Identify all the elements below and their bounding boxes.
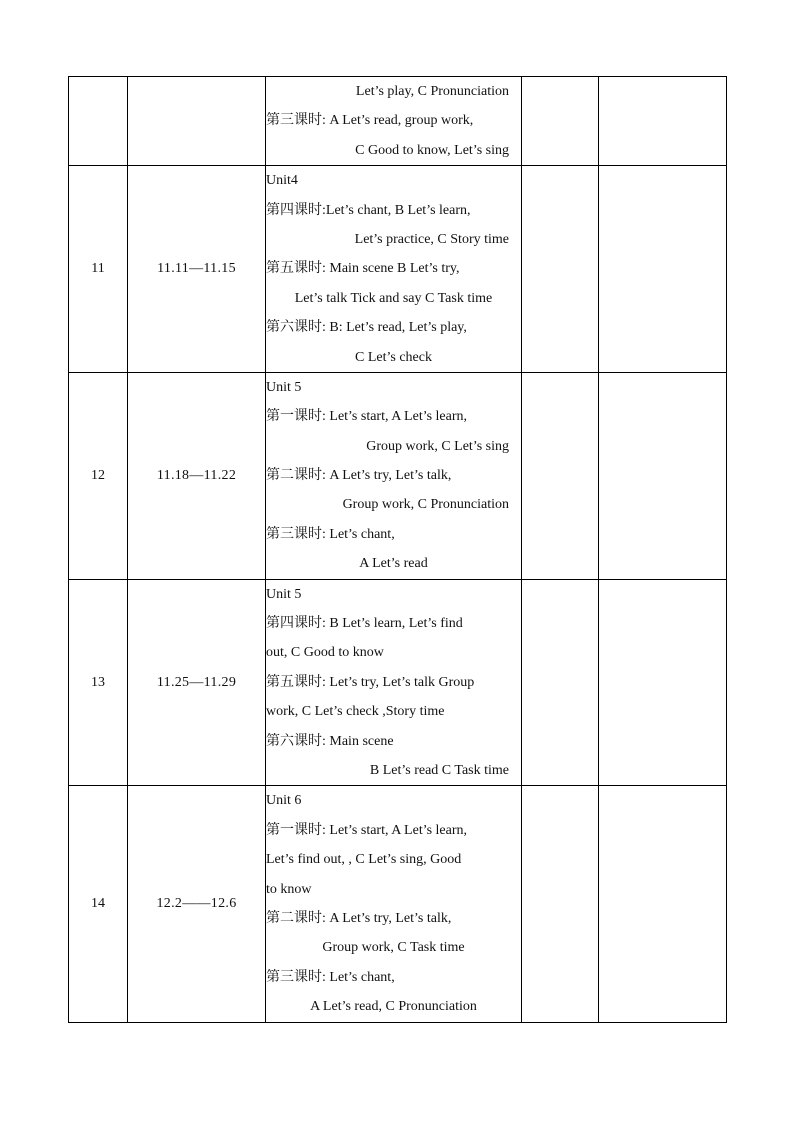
lesson-line-text: Let’s talk Tick and say C Task time bbox=[294, 290, 493, 306]
table-row bbox=[69, 786, 727, 1022]
lesson-line-text: :Let’s chant, B Let’s learn, bbox=[322, 202, 471, 218]
empty-remarks-cell bbox=[599, 166, 727, 373]
lesson-line bbox=[266, 638, 521, 667]
date-range-cell: 11.11—11.15 bbox=[128, 166, 266, 373]
lesson-content-cell bbox=[266, 77, 522, 166]
table-row bbox=[69, 372, 727, 579]
lesson-line-text: : Main scene bbox=[322, 733, 394, 749]
lesson-line bbox=[266, 432, 521, 461]
lesson-line bbox=[266, 196, 521, 225]
lesson-line bbox=[266, 520, 521, 549]
lesson-line-text: to know bbox=[266, 881, 312, 897]
table-row bbox=[69, 579, 727, 786]
lesson-line bbox=[266, 609, 521, 638]
lesson-line-text: : Main scene B Let’s try, bbox=[322, 261, 460, 277]
lesson-period-label: 第六课时 bbox=[266, 319, 322, 336]
empty-remarks-cell bbox=[599, 579, 727, 786]
lesson-period-label: 第四课时 bbox=[266, 201, 322, 218]
lesson-line bbox=[266, 756, 521, 785]
lesson-line-text: : Let’s chant, bbox=[322, 526, 395, 542]
lesson-line-text: C Let’s check bbox=[355, 349, 432, 365]
lesson-line-text: Let’s find out, , C Let’s sing, Good bbox=[266, 852, 462, 868]
schedule-table-body bbox=[69, 77, 727, 1023]
date-range-cell bbox=[128, 77, 266, 166]
lesson-line-text: : Let’s start, A Let’s learn, bbox=[322, 409, 468, 425]
lesson-line bbox=[266, 963, 521, 992]
lesson-period-label: 第五课时 bbox=[266, 673, 322, 690]
lesson-period-label: 第六课时 bbox=[266, 732, 322, 749]
lesson-line-text: B Let’s read C Task time bbox=[369, 762, 509, 778]
date-range-cell: 11.25—11.29 bbox=[128, 579, 266, 786]
empty-remarks-cell bbox=[599, 77, 727, 166]
lesson-line-text: Unit 5 bbox=[266, 586, 302, 602]
empty-notes-cell bbox=[522, 579, 599, 786]
lesson-period-label: 第四课时 bbox=[266, 615, 322, 632]
lesson-line bbox=[266, 225, 521, 254]
lesson-line-text: Group work, C Pronunciation bbox=[342, 497, 509, 513]
lesson-line bbox=[266, 786, 521, 815]
lesson-line-text: : Let’s chant, bbox=[322, 969, 395, 985]
lesson-line bbox=[266, 402, 521, 431]
lesson-line-text: work, C Let’s check ,Story time bbox=[266, 704, 445, 720]
table-row bbox=[69, 77, 727, 166]
date-range-cell: 12.2——12.6 bbox=[128, 786, 266, 1022]
lesson-line bbox=[266, 284, 521, 313]
lesson-line-text: Group work, C Let’s sing bbox=[366, 438, 509, 454]
lesson-line-text: Group work, C Task time bbox=[322, 940, 465, 956]
week-number-cell bbox=[69, 77, 128, 166]
lesson-line bbox=[266, 254, 521, 283]
lesson-line bbox=[266, 668, 521, 697]
lesson-period-label: 第一课时 bbox=[266, 821, 322, 838]
lesson-line bbox=[266, 166, 521, 195]
lesson-line-text: : B Let’s learn, Let’s find bbox=[322, 616, 463, 632]
teaching-schedule-table bbox=[68, 76, 727, 1023]
week-number-cell: 14 bbox=[69, 786, 128, 1022]
lesson-line bbox=[266, 373, 521, 402]
lesson-line bbox=[266, 697, 521, 726]
lesson-line bbox=[266, 580, 521, 609]
lesson-line-text: Unit 5 bbox=[266, 379, 302, 395]
lesson-line bbox=[266, 461, 521, 490]
empty-notes-cell bbox=[522, 166, 599, 373]
lesson-period-label: 第三课时 bbox=[266, 525, 322, 542]
week-number-cell: 13 bbox=[69, 579, 128, 786]
lesson-period-label: 第一课时 bbox=[266, 408, 322, 425]
lesson-period-label: 第二课时 bbox=[266, 909, 322, 926]
lesson-line-text: A Let’s read bbox=[359, 556, 428, 572]
lesson-line bbox=[266, 490, 521, 519]
date-range-cell: 11.18—11.22 bbox=[128, 372, 266, 579]
lesson-line-text: Let’s practice, C Story time bbox=[354, 231, 509, 247]
lesson-line-text: Unit 6 bbox=[266, 793, 302, 809]
table-row bbox=[69, 166, 727, 373]
lesson-line-text: : Let’s start, A Let’s learn, bbox=[322, 822, 468, 838]
lesson-line bbox=[266, 549, 521, 578]
lesson-content-cell bbox=[266, 372, 522, 579]
lesson-line-text: : A Let’s try, Let’s talk, bbox=[322, 910, 452, 926]
lesson-line bbox=[266, 816, 521, 845]
lesson-period-label: 第五课时 bbox=[266, 260, 322, 277]
week-number-cell: 11 bbox=[69, 166, 128, 373]
lesson-line bbox=[266, 106, 521, 135]
empty-remarks-cell bbox=[599, 372, 727, 579]
empty-notes-cell bbox=[522, 372, 599, 579]
lesson-period-label: 第三课时 bbox=[266, 968, 322, 985]
lesson-period-label: 第三课时 bbox=[266, 112, 322, 129]
lesson-line-text: A Let’s read, C Pronunciation bbox=[310, 999, 477, 1015]
lesson-line bbox=[266, 904, 521, 933]
lesson-line bbox=[266, 845, 521, 874]
lesson-line-text: Unit4 bbox=[266, 173, 298, 189]
lesson-content-cell bbox=[266, 166, 522, 373]
lesson-content-cell bbox=[266, 786, 522, 1022]
lesson-line-text: Let’s play, C Pronunciation bbox=[355, 84, 509, 99]
lesson-line-text: : A Let’s try, Let’s talk, bbox=[322, 468, 452, 484]
lesson-line bbox=[266, 992, 521, 1021]
empty-notes-cell bbox=[522, 77, 599, 166]
lesson-line-text: C Good to know, Let’s sing bbox=[355, 142, 509, 158]
empty-remarks-cell bbox=[599, 786, 727, 1022]
lesson-line-text: : Let’s try, Let’s talk Group bbox=[322, 674, 475, 690]
lesson-line bbox=[266, 875, 521, 904]
lesson-line bbox=[266, 313, 521, 342]
lesson-line bbox=[266, 343, 521, 372]
lesson-line bbox=[266, 77, 521, 106]
week-number-cell: 12 bbox=[69, 372, 128, 579]
lesson-line bbox=[266, 136, 521, 165]
lesson-line-text: out, C Good to know bbox=[266, 645, 384, 661]
empty-notes-cell bbox=[522, 786, 599, 1022]
lesson-line-text: : B: Let’s read, Let’s play, bbox=[322, 320, 467, 336]
lesson-line bbox=[266, 727, 521, 756]
lesson-period-label: 第二课时 bbox=[266, 467, 322, 484]
lesson-line-text: : A Let’s read, group work, bbox=[322, 113, 474, 129]
lesson-line bbox=[266, 933, 521, 962]
lesson-content-cell bbox=[266, 579, 522, 786]
